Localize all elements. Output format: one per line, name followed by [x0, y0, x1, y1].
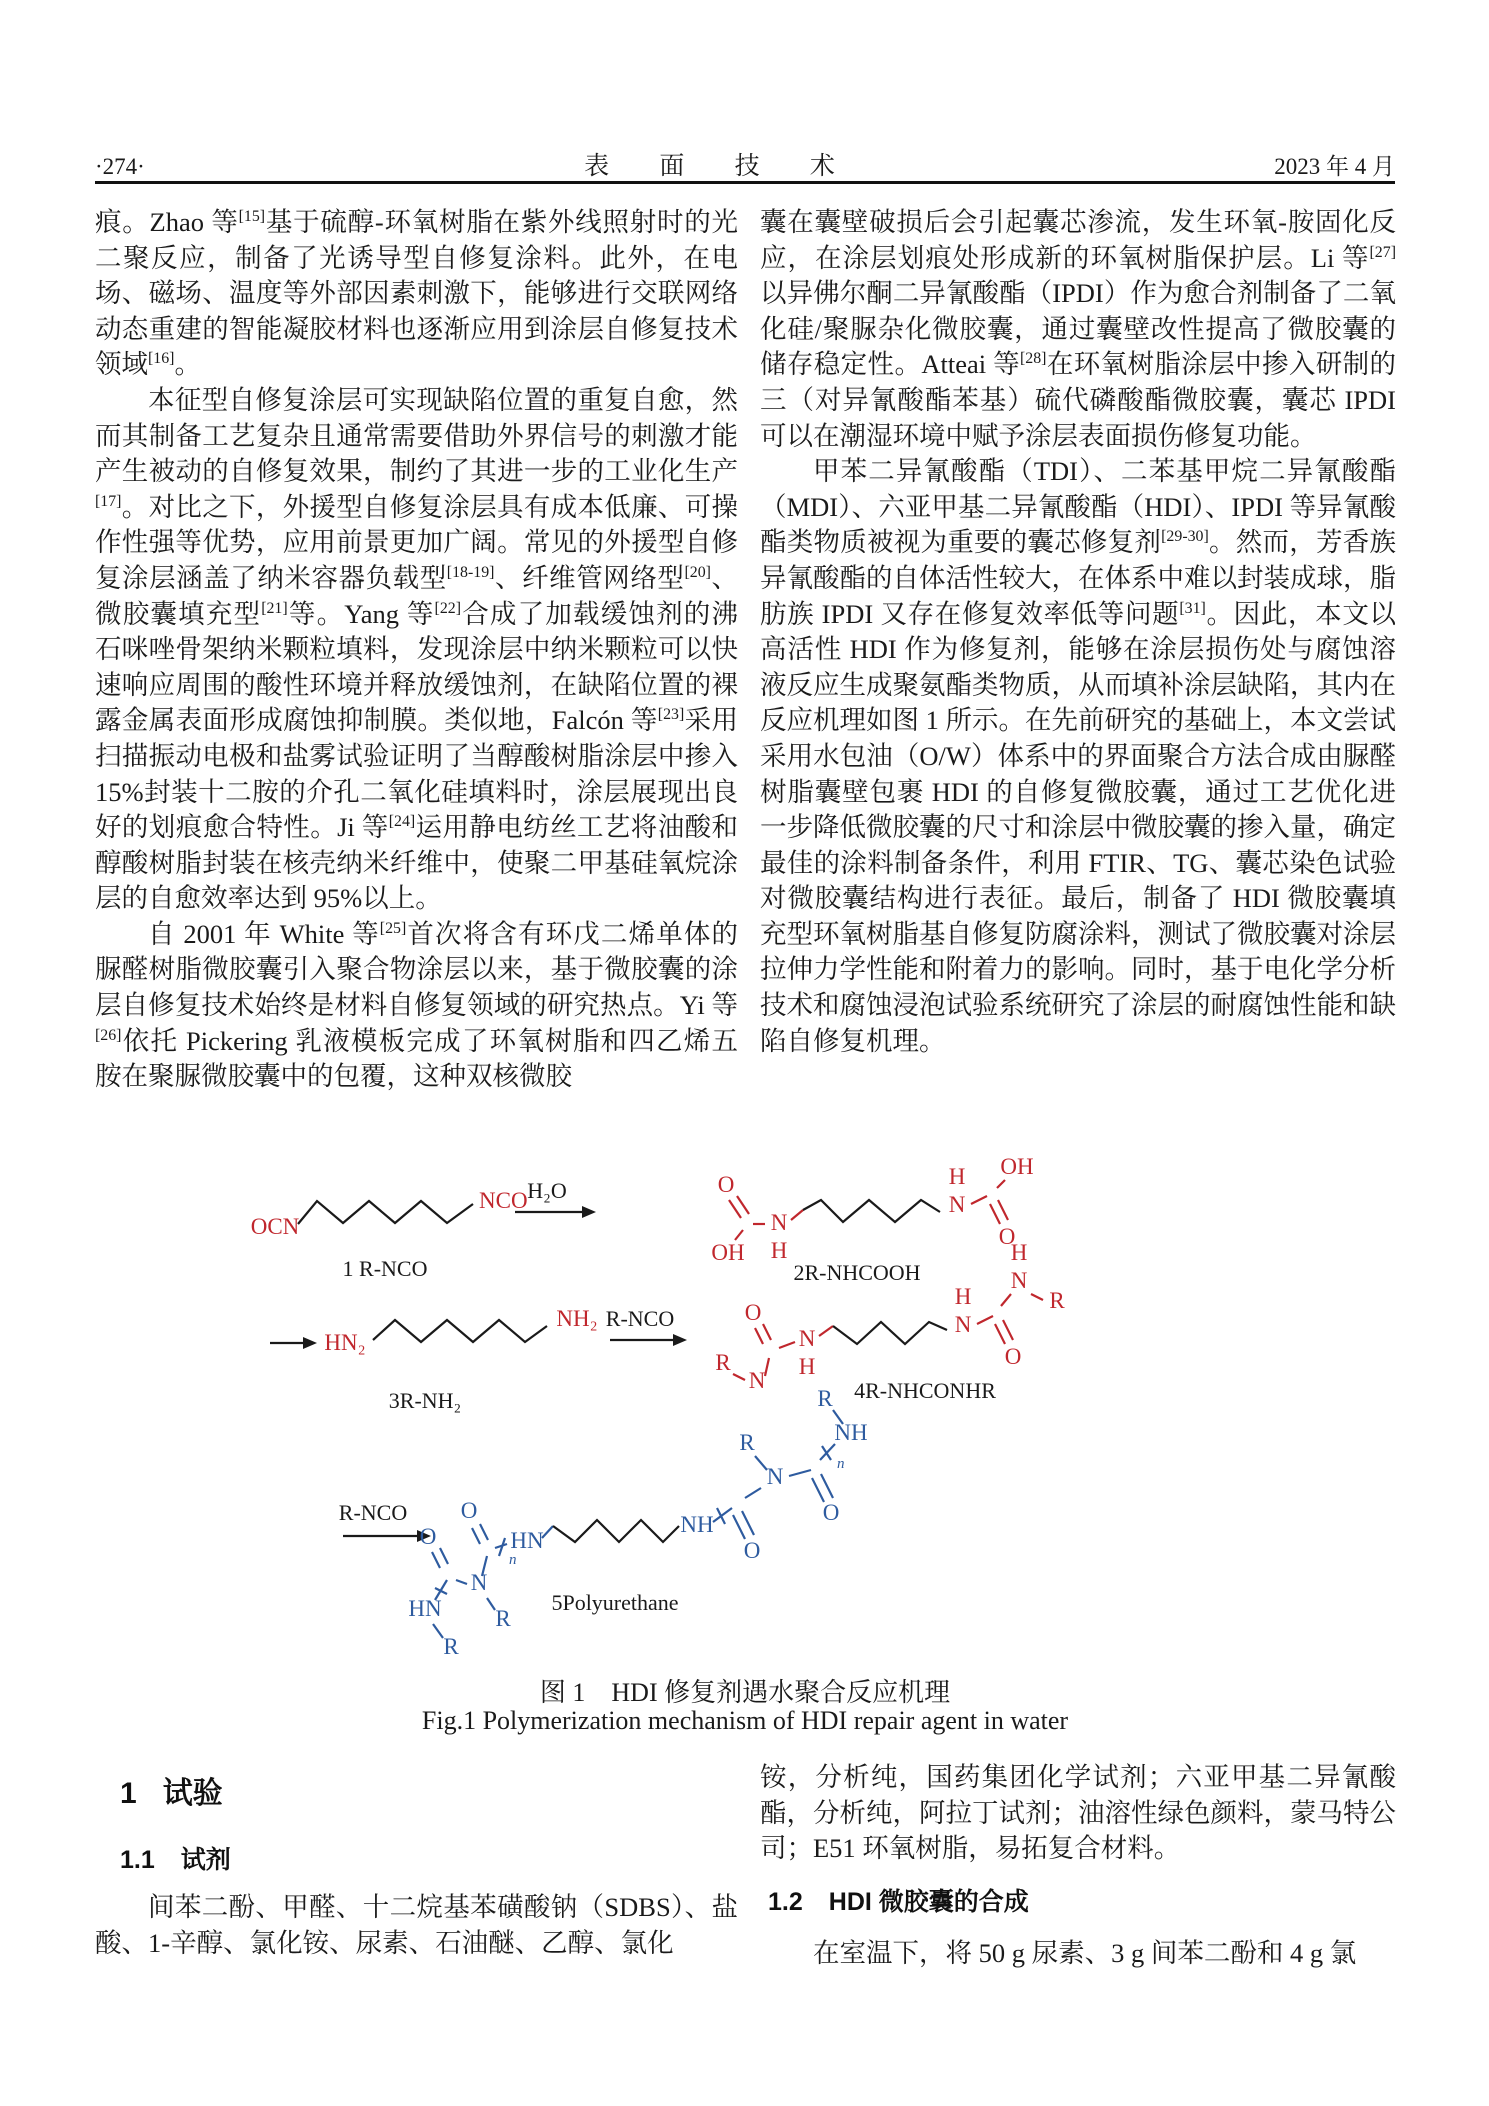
atom-n: N [766, 1464, 784, 1489]
paragraph: 囊在囊壁破损后会引起囊芯渗流，发生环氧-胺固化反应，在涂层划痕处形成新的环氧树脂保护层。Li 等[27]以异佛尔酮二异氰酸酯（IPDI）作为愈合剂制备了二氧化硅/聚脲杂化微胶囊，通过囊壁改性提高了微胶囊的储存稳定性。Atteai 等[28]在环氧树脂涂层中掺入研制的三（对异氰酸酯苯基）硫代磷酸酯微胶囊，囊芯 IPDI 可以在潮湿环境中赋予涂层表面损伤修复功能。 [760, 207, 1397, 451]
atom-hn: HN [408, 1596, 442, 1621]
atom-h: H [954, 1284, 972, 1309]
atom-h: H [948, 1164, 966, 1189]
atom-nh: NH [680, 1512, 714, 1537]
right-column [760, 205, 1396, 1059]
paragraph: 痕。Zhao 等[15]基于硫醇-环氧树脂在紫外线照射时的光二聚反应，制备了光诱导型自修复涂料。此外，在电场、磁场、温度等外部因素刺激下，能够进行交联网络动态重建的智能凝胶材料也逐渐应用到涂层自修复技术领域[16]。 [95, 207, 739, 380]
atom-o: O [744, 1300, 762, 1325]
header-rule [95, 181, 1395, 184]
nh2-group-label: NH₂ [556, 1306, 598, 1331]
compound-1-label: 1 R-NCO [342, 1256, 428, 1281]
synthesis-paragraph: 在室温下，将 50 g 尿素、3 g 间苯二酚和 4 g 氯 [813, 1938, 1357, 1968]
atom-r: R [495, 1606, 511, 1631]
rnco-label: R-NCO [338, 1500, 408, 1525]
reaction-arrow-water [515, 1178, 596, 1218]
atom-r: R [443, 1634, 459, 1659]
section-1-1-heading [120, 1840, 231, 1876]
atom-r: R [1049, 1288, 1065, 1313]
compound-4-label: 4R-NHCONHR [854, 1378, 996, 1403]
paragraph: 本征型自修复涂层可实现缺陷位置的重复自愈，然而其制备工艺复杂且通常需要借助外界信号的刺激才能产生被动的自修复效果，制约了其进一步的工业化生产[17]。对比之下，外援型自修复涂层具有成本低廉、可操作性强等优势，应用前景更加广阔。常见的外援型自修复涂层涵盖了纳米容器负载型[18-19]、纤维管网络型[20]、微胶囊填充型[21]等。Yang 等[22]合成了加载缓蚀剂的沸石咪唑骨架纳米颗粒填料，发现涂层中纳米颗粒可以快速响应周围的酸性环境并释放缓蚀剂，在缺陷位置的裸露金属表面形成腐蚀抑制膜。类似地，Falcón 等[23]采用扫描振动电极和盐雾试验证明了当醇酸树脂涂层中掺入 15%封装十二胺的介孔二氧化硅填料时，涂层展现出良好的划痕愈合特性。Ji 等[24]运用静电纺丝工艺将油酸和醇酸树脂封装在核壳纳米纤维中，使聚二甲基硅氧烷涂层的自愈效率达到 95%以上。 [95, 384, 739, 914]
atom-nh: NH [834, 1420, 868, 1445]
product-polyurethane [408, 1386, 867, 1659]
atom-o: O [717, 1172, 735, 1197]
atom-h: H [770, 1238, 788, 1263]
atom-r: R [739, 1430, 755, 1455]
atom-h: H [798, 1354, 816, 1379]
compound-2-label: 2R-NHCOOH [793, 1260, 921, 1285]
reagents-paragraph-right: 铵，分析纯，国药集团化学试剂；六亚甲基二异氰酸酯，分析纯，阿拉丁试剂；油溶性绿色颜料，蒙马特公司；E51 环氧树脂，易拓复合材料。 [760, 1762, 1396, 1864]
left-column [95, 205, 738, 1095]
paragraph: 自 2001 年 White 等[25]首次将含有环戊二烯单体的脲醛树脂微胶囊引入聚合物涂层以来，基于微胶囊的涂层自修复技术始终是材料自修复领域的研究热点。Yi 等[26]依托 Pickering 乳液模板完成了环氧树脂和四乙烯五胺在聚脲微胶囊中的包覆，这种双核微胶 [95, 918, 739, 1092]
compound-5-label: 5Polyurethane [551, 1590, 679, 1615]
repeat-subscript-n: n [837, 1456, 845, 1472]
atom-o: O [1004, 1344, 1022, 1369]
section-number: 1.1 [120, 1846, 155, 1874]
atom-n: N [748, 1368, 766, 1393]
atom-n: N [770, 1210, 788, 1235]
atom-o: O [998, 1224, 1016, 1249]
paragraph: 甲苯二异氰酸酯（TDI）、二苯基甲烷二异氰酸酯（MDI）、六亚甲基二异氰酸酯（HDI）、IPDI 等异氰酸酯类物质被视为重要的囊芯修复剂[29-30]。然而，芳香族异氰酸酯的自体活性较大，在体系中难以封装成球，脂肪族 IPDI 又存在修复效率低等问题[31]。因此，本文以高活性 HDI 作为修复剂，能够在涂层损伤处与腐蚀溶液反应生成聚氨酯类物质，从而填补涂层缺陷，其内在反应机理如图 1 所示。在先前研究的基础上，本文尝试采用水包油（O/W）体系中的界面聚合方法合成由脲醛树脂囊壁包裹 HDI 的自修复微胶囊，通过工艺优化进一步降低微胶囊的尺寸和涂层中微胶囊的掺入量，确定最佳的涂料制备条件，利用 FTIR、TG、囊芯染色试验对微胶囊结构进行表征。最后，制备了 HDI 微胶囊填充型环氧树脂基自修复防腐涂料，测试了微胶囊对涂层拉伸力学性能和附着力的影响。同时，基于电化学分析技术和腐蚀浸泡试验系统研究了涂层的耐腐蚀性能和缺陷自修复机理。 [760, 456, 1397, 1056]
product-carbamic-acid [711, 1154, 1033, 1285]
figure-1-reaction-scheme [95, 1148, 1395, 1663]
reactant-diamine [270, 1306, 598, 1413]
atom-n: N [798, 1326, 816, 1351]
section-1-2-heading [768, 1882, 1029, 1918]
atom-o: O [460, 1498, 478, 1523]
atom-r: R [817, 1386, 833, 1411]
atom-oh: OH [1000, 1154, 1034, 1179]
section-title: 试验 [162, 1777, 223, 1810]
section-title: 试剂 [180, 1846, 231, 1874]
reaction-arrow-rnco [606, 1306, 687, 1346]
atom-h: H [1010, 1240, 1028, 1265]
atom-oh: OH [711, 1240, 745, 1265]
atom-n: N [1010, 1268, 1028, 1293]
h2o-label: H₂O [527, 1178, 567, 1203]
atom-o: O [822, 1500, 840, 1525]
nco-group-label: NCO [479, 1188, 528, 1213]
page-header [95, 146, 1395, 182]
atom-n: N [470, 1570, 488, 1595]
atom-r: R [715, 1350, 731, 1375]
section-number: 1.2 [768, 1888, 803, 1916]
figure-caption-en: Fig.1 Polymerization mechanism of HDI repair agent in water [421, 1706, 1069, 1735]
section-number: 1 [120, 1777, 137, 1810]
section-title: HDI 微胶囊的合成 [828, 1888, 1029, 1916]
rnco-label: R-NCO [605, 1306, 675, 1331]
journal-title: 表 面 技 术 [584, 153, 857, 180]
atom-hn: HN [510, 1528, 544, 1553]
reagents-paragraph-left: 间苯二酚、甲醛、十二烷基苯磺酸钠（SDBS）、盐酸、1-辛醇、氯化铵、尿素、石油醚、乙醇、氯化 [95, 1892, 738, 1958]
reaction-arrow-rnco-2 [339, 1500, 431, 1542]
atom-n: N [954, 1312, 972, 1337]
atom-o: O [419, 1524, 437, 1549]
issue-date: 2023 年 4 月 [1274, 154, 1395, 179]
compound-3-label: 3R-NH₂ [388, 1388, 462, 1413]
page-number: ·274· [95, 154, 145, 179]
figure-caption-zh: 图 1 HDI 修复剂遇水聚合反应机理 [539, 1678, 951, 1707]
reactant-hdi [251, 1188, 528, 1281]
ocn-group-label: OCN [250, 1214, 300, 1239]
repeat-subscript-n: n [509, 1552, 517, 1568]
atom-o: O [743, 1538, 761, 1563]
atom-n: N [948, 1192, 966, 1217]
section-1-heading [120, 1768, 223, 1812]
hn2-group-label: HN₂ [324, 1330, 366, 1355]
